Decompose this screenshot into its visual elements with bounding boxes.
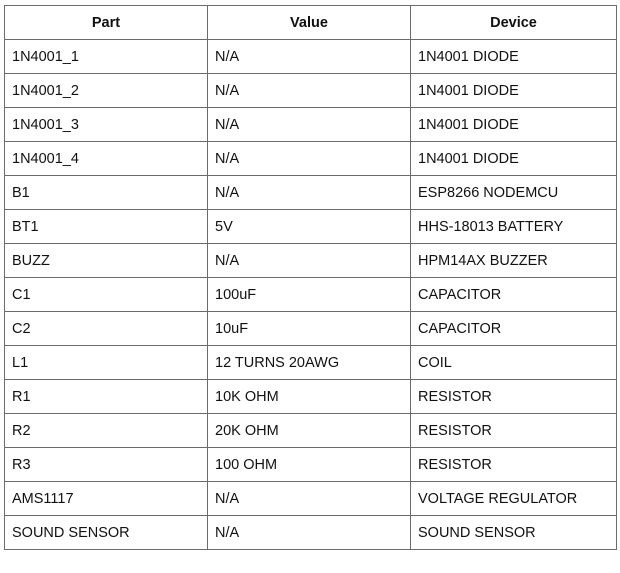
cell-device: CAPACITOR — [411, 312, 617, 346]
cell-part: 1N4001_4 — [5, 142, 208, 176]
table-row — [5, 516, 617, 550]
table-row — [5, 278, 617, 312]
cell-part: R2 — [5, 414, 208, 448]
cell-value: N/A — [208, 516, 411, 550]
table-header-row — [5, 6, 617, 40]
header-value: Value — [208, 6, 411, 40]
cell-part: L1 — [5, 346, 208, 380]
cell-device: RESISTOR — [411, 380, 617, 414]
table-row — [5, 40, 617, 74]
cell-part: C1 — [5, 278, 208, 312]
header-device: Device — [411, 6, 617, 40]
cell-part: C2 — [5, 312, 208, 346]
table-row — [5, 74, 617, 108]
cell-value: 100 OHM — [208, 448, 411, 482]
header-part: Part — [5, 6, 208, 40]
cell-part: 1N4001_2 — [5, 74, 208, 108]
cell-value: N/A — [208, 244, 411, 278]
cell-part: R3 — [5, 448, 208, 482]
cell-value: 20K OHM — [208, 414, 411, 448]
cell-part: R1 — [5, 380, 208, 414]
cell-device: RESISTOR — [411, 448, 617, 482]
cell-value: 10uF — [208, 312, 411, 346]
cell-value: 5V — [208, 210, 411, 244]
table-row — [5, 312, 617, 346]
parts-table-container — [4, 5, 617, 550]
cell-value: 100uF — [208, 278, 411, 312]
cell-device: 1N4001 DIODE — [411, 108, 617, 142]
cell-device: VOLTAGE REGULATOR — [411, 482, 617, 516]
table-row — [5, 414, 617, 448]
cell-device: HHS-18013 BATTERY — [411, 210, 617, 244]
cell-value: 12 TURNS 20AWG — [208, 346, 411, 380]
table-row — [5, 448, 617, 482]
table-row — [5, 380, 617, 414]
cell-device: CAPACITOR — [411, 278, 617, 312]
cell-device: 1N4001 DIODE — [411, 142, 617, 176]
cell-part: AMS1117 — [5, 482, 208, 516]
cell-device: 1N4001 DIODE — [411, 74, 617, 108]
cell-value: N/A — [208, 176, 411, 210]
cell-part: BUZZ — [5, 244, 208, 278]
table-row — [5, 346, 617, 380]
cell-part: B1 — [5, 176, 208, 210]
cell-value: 10K OHM — [208, 380, 411, 414]
cell-value: N/A — [208, 142, 411, 176]
table-row — [5, 176, 617, 210]
cell-part: 1N4001_1 — [5, 40, 208, 74]
cell-value: N/A — [208, 74, 411, 108]
parts-table — [4, 5, 617, 550]
table-row — [5, 108, 617, 142]
cell-device: 1N4001 DIODE — [411, 40, 617, 74]
cell-device: RESISTOR — [411, 414, 617, 448]
cell-device: SOUND SENSOR — [411, 516, 617, 550]
table-row — [5, 482, 617, 516]
cell-device: HPM14AX BUZZER — [411, 244, 617, 278]
cell-device: COIL — [411, 346, 617, 380]
cell-value: N/A — [208, 40, 411, 74]
table-row — [5, 244, 617, 278]
cell-device: ESP8266 NODEMCU — [411, 176, 617, 210]
table-row — [5, 210, 617, 244]
table-row — [5, 142, 617, 176]
cell-value: N/A — [208, 108, 411, 142]
cell-value: N/A — [208, 482, 411, 516]
cell-part: 1N4001_3 — [5, 108, 208, 142]
cell-part: SOUND SENSOR — [5, 516, 208, 550]
cell-part: BT1 — [5, 210, 208, 244]
